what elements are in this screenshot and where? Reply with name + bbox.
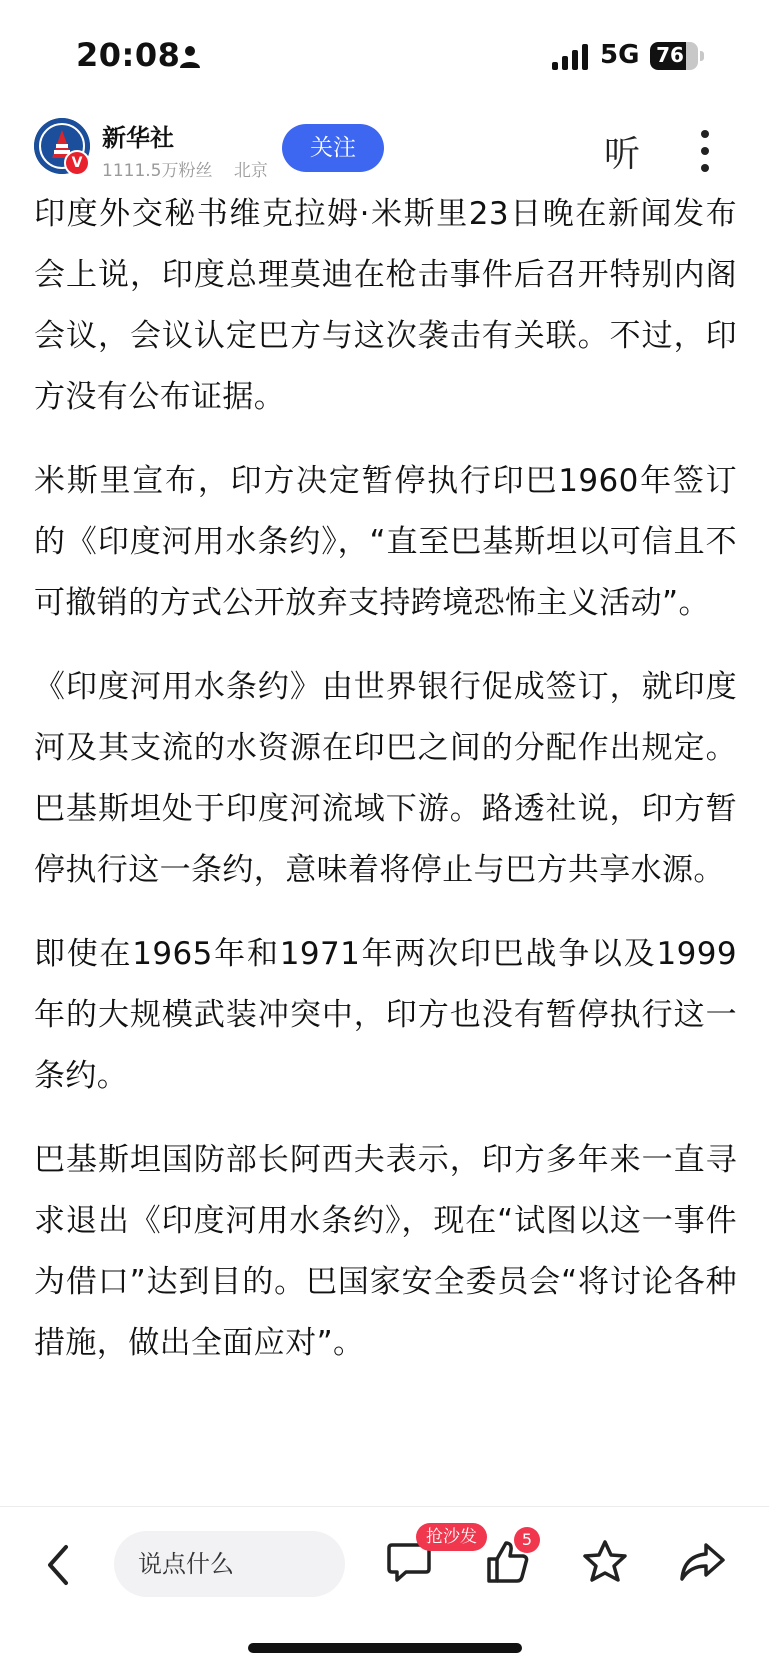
more-icon[interactable] xyxy=(698,128,712,174)
article-body xyxy=(34,190,737,1506)
article-paragraph: 印度外交秘书维克拉姆·米斯里23日晚在新闻发布会上说，印度总理莫迪在枪击事件后召开特别内阁会议，会议认定巴方与这次袭击有关联。不过，印方没有公布证据。 xyxy=(34,196,737,415)
follower-count: 1111.5万粉丝 xyxy=(102,161,213,181)
home-indicator[interactable] xyxy=(248,1643,522,1653)
status-bar xyxy=(0,0,769,110)
battery-icon xyxy=(650,42,698,70)
like-count-badge: 5 xyxy=(514,1527,540,1553)
author-meta xyxy=(102,156,284,181)
comment-input[interactable]: 说点什么 xyxy=(114,1531,345,1597)
follow-button[interactable]: 关注 xyxy=(282,124,384,172)
star-icon[interactable] xyxy=(582,1539,628,1585)
listen-button[interactable]: 听 xyxy=(604,134,641,175)
battery-percent: 76 xyxy=(656,43,684,67)
article-paragraph: 《印度河用水条约》由世界银行促成签订，就印度河及其支流的水资源在印巴之间的分配作出规定。巴基斯坦处于印度河流域下游。路透社说，印方暂停执行这一条约，意味着将停止与巴方共享水源。 xyxy=(34,669,737,888)
article-paragraph: 米斯里宣布，印方决定暂停执行印巴1960年签订的《印度河用水条约》，“直至巴基斯坦以可信且不可撤销的方式公开放弃支持跨境恐怖主义活动”。 xyxy=(34,463,737,621)
article-paragraph: 即使在1965年和1971年两次印巴战争以及1999年的大规模武装冲突中，印方也没有暂停执行这一条约。 xyxy=(34,936,737,1094)
share-icon[interactable] xyxy=(678,1541,726,1583)
sofa-badge: 抢沙发 xyxy=(416,1523,487,1551)
article-header xyxy=(0,110,769,190)
status-time: 20:08 xyxy=(76,36,181,74)
verified-icon: V xyxy=(64,150,90,176)
author-name[interactable]: 新华社 xyxy=(102,124,174,152)
article-paragraph: 巴基斯坦国防部长阿西夫表示，印方多年来一直寻求退出《印度河用水条约》，现在“试图以这一事件为借口”达到目的。巴国家安全委员会“将讨论各种措施，做出全面应对”。 xyxy=(34,1142,737,1361)
network-type: 5G xyxy=(600,40,640,70)
author-location: 北京 xyxy=(233,161,268,181)
bottom-action-bar xyxy=(0,1506,769,1665)
person-icon xyxy=(178,44,202,68)
back-icon[interactable] xyxy=(40,1541,76,1589)
signal-icon xyxy=(552,44,590,70)
battery-cap xyxy=(700,51,704,61)
